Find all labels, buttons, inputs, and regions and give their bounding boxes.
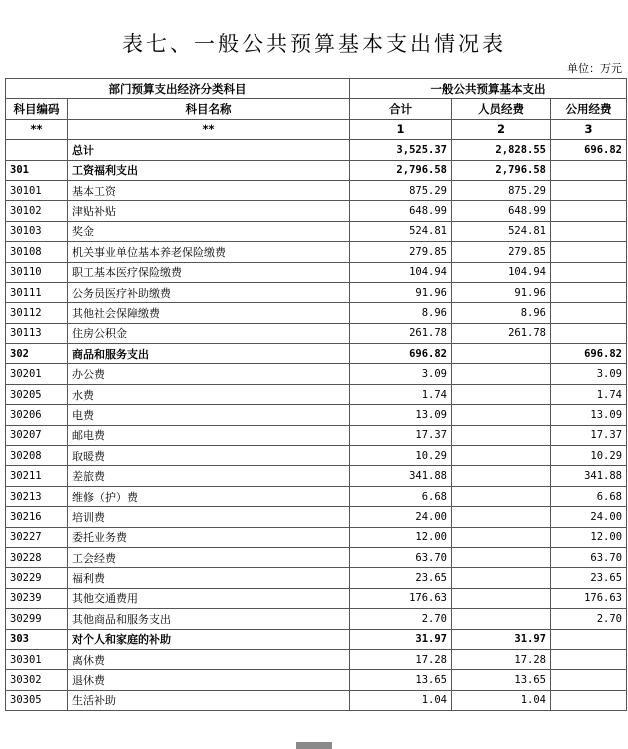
row-code: 303 [6, 629, 68, 649]
row-personnel: 8.96 [452, 303, 551, 323]
table-row [6, 405, 627, 425]
row-code: 30229 [6, 568, 68, 588]
row-total: 24.00 [350, 507, 452, 527]
row-personnel [452, 609, 551, 629]
row-total: 279.85 [350, 242, 452, 262]
row-name: 邮电费 [68, 425, 350, 445]
row-total: 91.96 [350, 282, 452, 302]
row-code: 30112 [6, 303, 68, 323]
row-personnel [452, 507, 551, 527]
table-row [6, 180, 627, 200]
table-row [6, 364, 627, 384]
row-personnel: 524.81 [452, 221, 551, 241]
page-title: 表七、一般公共预算基本支出情况表 [122, 32, 506, 56]
row-name: 培训费 [68, 507, 350, 527]
row-public [551, 221, 627, 241]
row-personnel [452, 344, 551, 364]
row-total: 341.88 [350, 466, 452, 486]
table-row [6, 221, 627, 241]
table-row [6, 160, 627, 180]
table-row [6, 568, 627, 588]
row-name: 维修（护）费 [68, 486, 350, 506]
row-public [551, 160, 627, 180]
row-code: 301 [6, 160, 68, 180]
row-total: 63.70 [350, 547, 452, 567]
header-group-right: 一般公共预算基本支出 [350, 79, 627, 99]
row-total: 6.68 [350, 486, 452, 506]
header-column-row [6, 99, 627, 119]
row-public [551, 180, 627, 200]
table-row [6, 201, 627, 221]
row-code: 30103 [6, 221, 68, 241]
row-total: 8.96 [350, 303, 452, 323]
row-total: 13.09 [350, 405, 452, 425]
row-public [551, 201, 627, 221]
row-name: 公务员医疗补助缴费 [68, 282, 350, 302]
table-row [6, 507, 627, 527]
row-public [551, 242, 627, 262]
row-name: 福利费 [68, 568, 350, 588]
table-row [6, 282, 627, 302]
row-public: 176.63 [551, 588, 627, 608]
table-row [6, 670, 627, 690]
row-name: 其他社会保障缴费 [68, 303, 350, 323]
row-code: 30208 [6, 446, 68, 466]
row-code: 30302 [6, 670, 68, 690]
index-public: 3 [551, 119, 627, 139]
row-total: 13.65 [350, 670, 452, 690]
row-personnel [452, 486, 551, 506]
row-code: 30305 [6, 690, 68, 710]
row-public: 13.09 [551, 405, 627, 425]
row-total: 23.65 [350, 568, 452, 588]
row-public [551, 629, 627, 649]
header-public: 公用经费 [551, 99, 627, 119]
table-row [6, 242, 627, 262]
row-total: 12.00 [350, 527, 452, 547]
row-total: 10.29 [350, 446, 452, 466]
row-public [551, 303, 627, 323]
row-personnel [452, 588, 551, 608]
table-row [6, 649, 627, 669]
row-name: 取暖费 [68, 446, 350, 466]
row-code: 30227 [6, 527, 68, 547]
row-personnel [452, 568, 551, 588]
table-row [6, 323, 627, 343]
row-total: 696.82 [350, 344, 452, 364]
table-row [6, 588, 627, 608]
header-group-left: 部门预算支出经济分类科目 [6, 79, 350, 99]
index-total: 1 [350, 119, 452, 139]
row-public: 23.65 [551, 568, 627, 588]
table-row [6, 547, 627, 567]
row-name: 对个人和家庭的补助 [68, 629, 350, 649]
table-row [6, 629, 627, 649]
row-public [551, 690, 627, 710]
table-row [6, 140, 627, 160]
table-body [6, 79, 627, 711]
row-name: 津贴补贴 [68, 201, 350, 221]
row-public: 696.82 [551, 140, 627, 160]
row-public: 696.82 [551, 344, 627, 364]
row-code: 30301 [6, 649, 68, 669]
row-code: 30101 [6, 180, 68, 200]
table-row [6, 486, 627, 506]
row-total: 17.28 [350, 649, 452, 669]
row-total: 176.63 [350, 588, 452, 608]
row-personnel: 875.29 [452, 180, 551, 200]
row-code: 30299 [6, 609, 68, 629]
row-total: 261.78 [350, 323, 452, 343]
row-name: 工资福利支出 [68, 160, 350, 180]
row-code: 30102 [6, 201, 68, 221]
unit-label: 单位：万元 [567, 62, 622, 75]
index-personnel: 2 [452, 119, 551, 139]
row-name: 其他商品和服务支出 [68, 609, 350, 629]
row-name: 生活补助 [68, 690, 350, 710]
row-code: 30205 [6, 384, 68, 404]
row-total: 524.81 [350, 221, 452, 241]
row-personnel: 31.97 [452, 629, 551, 649]
row-total: 31.97 [350, 629, 452, 649]
row-name: 基本工资 [68, 180, 350, 200]
row-name: 差旅费 [68, 466, 350, 486]
row-code: 30206 [6, 405, 68, 425]
row-code: 30239 [6, 588, 68, 608]
row-total: 1.74 [350, 384, 452, 404]
row-public: 1.74 [551, 384, 627, 404]
header-total: 合计 [350, 99, 452, 119]
table-row [6, 262, 627, 282]
index-name: ** [68, 119, 350, 139]
row-personnel [452, 425, 551, 445]
row-public [551, 670, 627, 690]
row-public: 10.29 [551, 446, 627, 466]
row-name: 离休费 [68, 649, 350, 669]
row-public: 6.68 [551, 486, 627, 506]
row-personnel: 1.04 [452, 690, 551, 710]
row-code: 30216 [6, 507, 68, 527]
row-personnel: 91.96 [452, 282, 551, 302]
row-public: 17.37 [551, 425, 627, 445]
row-total: 1.04 [350, 690, 452, 710]
row-personnel [452, 547, 551, 567]
row-public [551, 323, 627, 343]
header-index-row [6, 119, 627, 139]
row-personnel: 279.85 [452, 242, 551, 262]
row-code: 30228 [6, 547, 68, 567]
row-total: 3,525.37 [350, 140, 452, 160]
row-public: 24.00 [551, 507, 627, 527]
row-personnel [452, 446, 551, 466]
row-total: 17.37 [350, 425, 452, 445]
table-row [6, 425, 627, 445]
row-name: 其他交通费用 [68, 588, 350, 608]
row-personnel [452, 364, 551, 384]
index-code: ** [6, 119, 68, 139]
row-code: 30108 [6, 242, 68, 262]
row-name: 商品和服务支出 [68, 344, 350, 364]
row-total: 3.09 [350, 364, 452, 384]
budget-table [5, 78, 627, 711]
row-name: 水费 [68, 384, 350, 404]
row-personnel [452, 384, 551, 404]
row-total: 648.99 [350, 201, 452, 221]
scroll-indicator [296, 742, 332, 749]
row-code [6, 140, 68, 160]
row-code: 30111 [6, 282, 68, 302]
row-name: 总计 [68, 140, 350, 160]
row-public: 63.70 [551, 547, 627, 567]
row-total: 104.94 [350, 262, 452, 282]
table-row [6, 609, 627, 629]
row-public: 341.88 [551, 466, 627, 486]
table-row [6, 527, 627, 547]
row-name: 机关事业单位基本养老保险缴费 [68, 242, 350, 262]
table-row [6, 690, 627, 710]
row-public [551, 282, 627, 302]
header-code: 科目编码 [6, 99, 68, 119]
row-personnel: 2,828.55 [452, 140, 551, 160]
row-personnel: 17.28 [452, 649, 551, 669]
row-public: 12.00 [551, 527, 627, 547]
row-public: 2.70 [551, 609, 627, 629]
row-personnel [452, 466, 551, 486]
row-total: 2,796.58 [350, 160, 452, 180]
row-code: 30211 [6, 466, 68, 486]
header-name: 科目名称 [68, 99, 350, 119]
row-name: 电费 [68, 405, 350, 425]
table-row [6, 344, 627, 364]
row-code: 30207 [6, 425, 68, 445]
row-personnel [452, 405, 551, 425]
row-code: 30213 [6, 486, 68, 506]
row-name: 退休费 [68, 670, 350, 690]
row-name: 工会经费 [68, 547, 350, 567]
table-row [6, 303, 627, 323]
table-row [6, 466, 627, 486]
row-total: 875.29 [350, 180, 452, 200]
row-name: 奖金 [68, 221, 350, 241]
row-public [551, 649, 627, 669]
row-public [551, 262, 627, 282]
row-name: 住房公积金 [68, 323, 350, 343]
row-name: 委托业务费 [68, 527, 350, 547]
row-name: 办公费 [68, 364, 350, 384]
row-personnel: 13.65 [452, 670, 551, 690]
row-personnel: 648.99 [452, 201, 551, 221]
row-public: 3.09 [551, 364, 627, 384]
row-personnel [452, 527, 551, 547]
row-personnel: 2,796.58 [452, 160, 551, 180]
row-code: 30110 [6, 262, 68, 282]
table-row [6, 446, 627, 466]
row-personnel: 104.94 [452, 262, 551, 282]
row-code: 30201 [6, 364, 68, 384]
table-row [6, 384, 627, 404]
row-personnel: 261.78 [452, 323, 551, 343]
row-code: 30113 [6, 323, 68, 343]
row-code: 302 [6, 344, 68, 364]
header-group-row [6, 79, 627, 99]
row-name: 职工基本医疗保险缴费 [68, 262, 350, 282]
header-personnel: 人员经费 [452, 99, 551, 119]
row-total: 2.70 [350, 609, 452, 629]
